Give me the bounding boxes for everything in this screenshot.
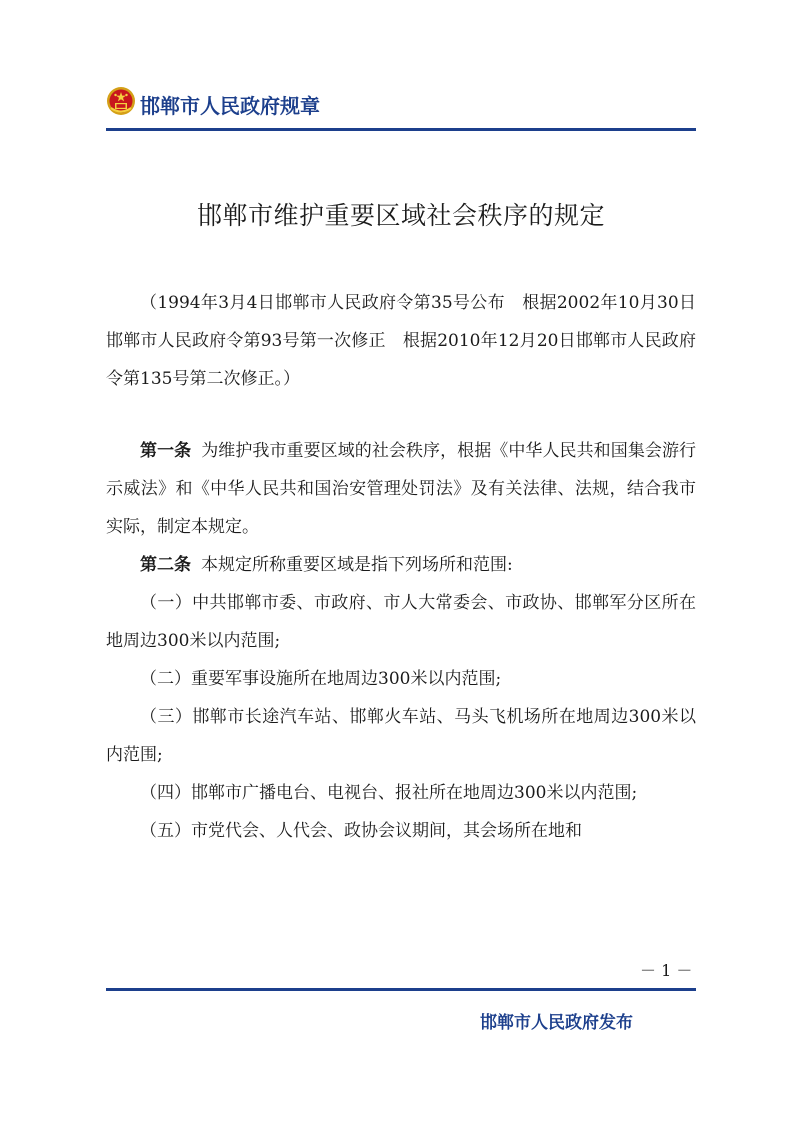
article-text: 本规定所称重要区域是指下列场所和范围:	[201, 555, 513, 575]
list-item: （三）邯郸市长途汽车站、邯郸火车站、马头飞机场所在地周边300米以内范围;	[106, 707, 696, 765]
footer-publisher: 邯郸市人民政府发布	[480, 1013, 633, 1033]
article-text: 为维护我市重要区域的社会秩序，根据《中华人民共和国集会游行示威法》和《中华人民共和国治安管理处罚法》及有关法律、法规，结合我市实际，制定本规定。	[106, 441, 697, 537]
national-emblem-icon	[106, 86, 136, 116]
article-label: 第二条	[140, 555, 191, 575]
article-1	[106, 432, 696, 546]
list-item: （五）市党代会、人代会、政协会议期间，其会场所在地和	[140, 821, 582, 841]
footer-divider	[106, 988, 696, 991]
header-title: 邯郸市人民政府规章	[140, 94, 320, 118]
list-item: （二）重要军事设施所在地周边300米以内范围;	[140, 669, 502, 689]
document-title: 邯郸市维护重要区域社会秩序的规定	[196, 201, 605, 230]
list-item: （四）邯郸市广播电台、电视台、报社所在地周边300米以内范围;	[140, 783, 638, 803]
list-item: （一）中共邯郸市委、市政府、市人大常委会、市政协、邯郸军分区所在地周边300米以内范围;	[106, 593, 696, 651]
spacer	[106, 398, 696, 432]
article-2	[106, 546, 696, 584]
page-number: － 1 －	[640, 961, 693, 980]
article-label: 第一条	[140, 441, 192, 461]
page-header	[106, 84, 696, 124]
document-body	[106, 284, 696, 850]
revision-note: （1994年3月4日邯郸市人民政府令第35号公布 根据2002年10月30日邯郸市人民政府令第93号第一次修正 根据2010年12月20日邯郸市人民政府令第135号第二次修正。）	[106, 293, 696, 389]
header-divider	[106, 128, 696, 131]
